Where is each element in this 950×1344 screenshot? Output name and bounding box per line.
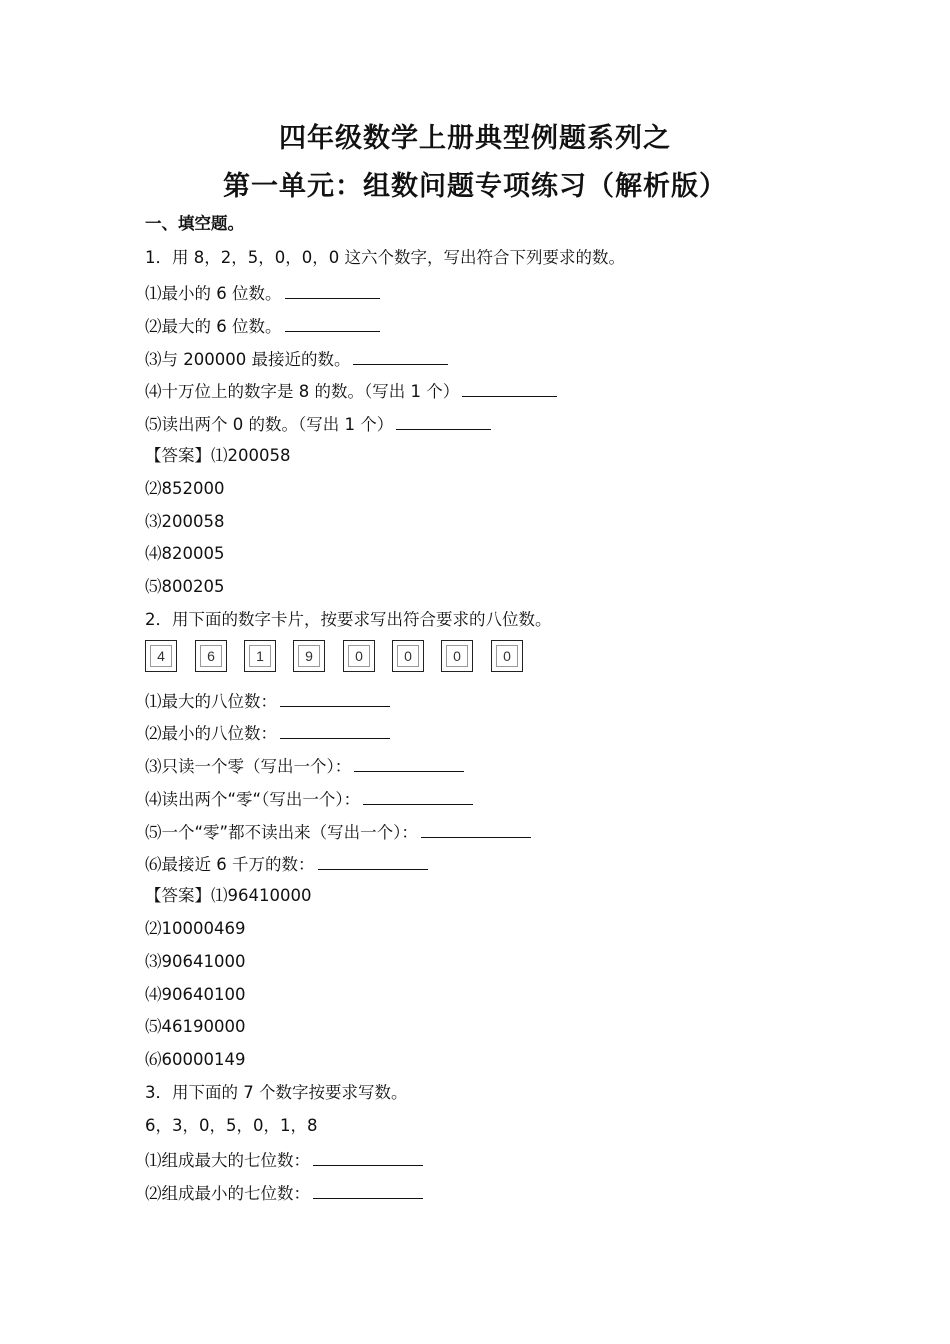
answer-blank[interactable]	[421, 821, 531, 838]
answer-blank[interactable]	[285, 282, 380, 299]
question-2-stem: 2．用下面的数字卡片，按要求写出符合要求的八位数。	[145, 610, 552, 629]
question-3-stem: 3．用下面的 7 个数字按要求写数。	[145, 1083, 408, 1102]
question-1-part: ⑸读出两个 0 的数。（写出 1 个）	[145, 413, 491, 435]
digit-card: 0	[343, 640, 375, 672]
digit-card: 0	[441, 640, 473, 672]
answer-blank[interactable]	[313, 1182, 423, 1199]
question-1-part: ⑷十万位上的数字是 8 的数。（写出 1 个）	[145, 380, 557, 402]
answer-label: 【答案】	[145, 446, 211, 465]
answer-blank[interactable]	[280, 722, 390, 739]
answer-line: ⑶90641000	[145, 952, 246, 971]
question-2-part: ⑷读出两个“零“（写出一个）：	[145, 788, 473, 810]
answer-line: ⑹60000149	[145, 1050, 246, 1069]
question-1-part: ⑶与 200000 最接近的数。	[145, 348, 448, 370]
question-3-part: ⑴组成最大的七位数：	[145, 1149, 423, 1171]
answer-line: ⑸46190000	[145, 1017, 246, 1036]
answer-line: ⑷90640100	[145, 985, 246, 1004]
digit-card: 4	[145, 640, 177, 672]
answer-line: ⑶200058	[145, 512, 225, 531]
answer-blank[interactable]	[363, 788, 473, 805]
answer-line: ⑸800205	[145, 577, 225, 596]
section-heading: 一、填空题。	[145, 214, 244, 233]
answer-blank[interactable]	[318, 853, 428, 870]
digit-card: 6	[195, 640, 227, 672]
digit-card: 0	[491, 640, 523, 672]
question-2-part: ⑸一个“零”都不读出来（写出一个）：	[145, 821, 531, 843]
answer-line: ⑷820005	[145, 544, 225, 563]
question-1-stem: 1．用 8，2，5，0，0，0 这六个数字，写出符合下列要求的数。	[145, 248, 625, 267]
answer-blank[interactable]	[396, 413, 491, 430]
question-2-part: ⑴最大的八位数：	[145, 690, 390, 712]
digit-card: 0	[392, 640, 424, 672]
question-2-part: ⑵最小的八位数：	[145, 722, 390, 744]
question-3-digits: 6，3，0，5，0，1，8	[145, 1116, 318, 1135]
question-1-part: ⑴最小的 6 位数。	[145, 282, 380, 304]
answer-blank[interactable]	[354, 755, 464, 772]
answer-line: 【答案】⑴200058	[145, 446, 291, 465]
answer-line: ⑵10000469	[145, 919, 246, 938]
question-2-part: ⑹最接近 6 千万的数：	[145, 853, 428, 875]
digit-card: 9	[293, 640, 325, 672]
page-subtitle: 第一单元：组数问题专项练习（解析版）	[223, 171, 727, 202]
question-1-part: ⑵最大的 6 位数。	[145, 315, 380, 337]
answer-blank[interactable]	[353, 348, 448, 365]
answer-blank[interactable]	[285, 315, 380, 332]
answer-blank[interactable]	[313, 1149, 423, 1166]
answer-blank[interactable]	[280, 690, 390, 707]
answer-label: 【答案】	[145, 886, 211, 905]
question-3-part: ⑵组成最小的七位数：	[145, 1182, 423, 1204]
answer-line: ⑵852000	[145, 479, 225, 498]
page-title: 四年级数学上册典型例题系列之	[279, 123, 671, 154]
answer-blank[interactable]	[462, 380, 557, 397]
question-2-part: ⑶只读一个零（写出一个）：	[145, 755, 464, 777]
digit-card: 1	[244, 640, 276, 672]
answer-line: 【答案】⑴96410000	[145, 886, 312, 905]
